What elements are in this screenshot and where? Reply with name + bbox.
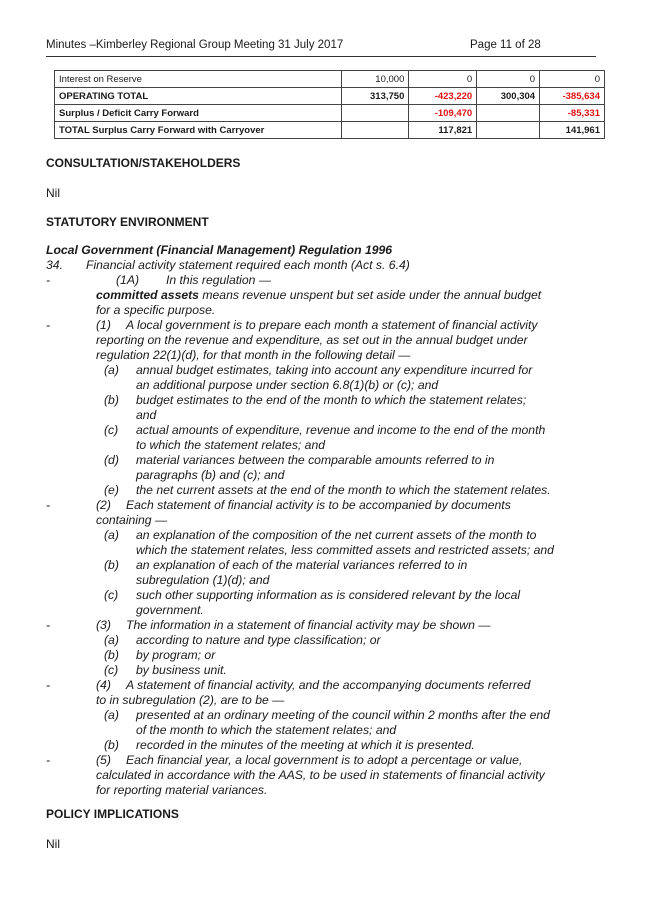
- item-text: paragraphs (b) and (c); and: [136, 468, 285, 482]
- item-text: actual amounts of expenditure, revenue and income to the end of the month: [136, 423, 546, 437]
- policy-body: Nil: [46, 837, 60, 851]
- cell-value: [341, 122, 409, 139]
- subreg-4-text: A statement of financial activity, and the accompanying documents referred: [126, 678, 531, 692]
- subreg-1-text: reporting on the revenue and expenditure, as set out in the annual budget under: [96, 333, 528, 347]
- item-text: such other supporting information as is considered relevant by the local: [136, 588, 521, 602]
- subreg-4-label: (4): [96, 678, 111, 692]
- item-label: (a): [104, 633, 119, 647]
- dash-marker: -: [46, 618, 51, 632]
- committed-assets-term: committed assets: [96, 288, 199, 302]
- subreg-1a-text: In this regulation —: [166, 273, 272, 287]
- table-row: [55, 105, 605, 122]
- item-label: (a): [104, 708, 119, 722]
- cell-value: -423,220: [409, 88, 477, 105]
- regulation-title: Local Government (Financial Management) Regulation 1996: [46, 243, 393, 257]
- dash-marker: -: [46, 273, 51, 287]
- cell-value: 0: [409, 71, 477, 88]
- cell-value: 10,000: [341, 71, 409, 88]
- dash-marker: -: [46, 753, 51, 767]
- statutory-heading: STATUTORY ENVIRONMENT: [46, 215, 209, 229]
- item-text: an explanation of each of the material variances referred to in: [136, 558, 468, 572]
- item-label: (e): [104, 483, 119, 497]
- cell-value: 0: [540, 71, 605, 88]
- item-text: to which the statement relates; and: [136, 438, 326, 452]
- item-label: (a): [104, 528, 119, 542]
- item-label: (b): [104, 393, 119, 407]
- table-row: [55, 71, 605, 88]
- item-text: the net current assets at the end of the month to which the statement relates.: [136, 483, 551, 497]
- item-text: of the month to which the statement relates; and: [136, 723, 397, 737]
- item-label: (b): [104, 738, 119, 752]
- subreg-1-text: A local government is to prepare each month a statement of financial activity: [126, 318, 538, 332]
- item-text: an additional purpose under section 6.8(1)(b) or (c); and: [136, 378, 439, 392]
- financial-table: [54, 70, 605, 139]
- subreg-2-text: Each statement of financial activity is to be accompanied by documents: [126, 498, 511, 512]
- item-text: recorded in the minutes of the meeting at which it is presented.: [136, 738, 475, 752]
- item-text: which the statement relates, less committed assets and restricted assets; and: [136, 543, 554, 557]
- item-label: (c): [104, 423, 119, 437]
- header-title: Minutes –Kimberley Regional Group Meeting 31 July 2017: [46, 39, 344, 51]
- subreg-1-text: regulation 22(1)(d), for that month in the following detail —: [96, 348, 411, 362]
- item-label: (b): [104, 558, 119, 572]
- row-label: Surplus / Deficit Carry Forward: [55, 105, 342, 122]
- dash-marker: -: [46, 678, 51, 692]
- consultation-heading: CONSULTATION/STAKEHOLDERS: [46, 156, 241, 170]
- item-text: by program; or: [136, 648, 216, 662]
- item-label: (d): [104, 453, 119, 467]
- item-label: (c): [104, 588, 119, 602]
- page-header: [46, 38, 596, 57]
- row-label: Interest on Reserve: [55, 71, 342, 88]
- item-text: presented at an ordinary meeting of the council within 2 months after the end: [136, 708, 550, 722]
- cell-value: [341, 105, 409, 122]
- item-text: material variances between the comparable amounts referred to in: [136, 453, 495, 467]
- subreg-4-text: to in subregulation (2), are to be —: [96, 693, 285, 707]
- subreg-1-label: (1): [96, 318, 111, 332]
- item-text: an explanation of the composition of the net current assets of the month to: [136, 528, 537, 542]
- table-row: [55, 88, 605, 105]
- subreg-3-text: The information in a statement of financial activity may be shown —: [126, 618, 491, 632]
- cell-value: 313,750: [341, 88, 409, 105]
- subreg-5-text: Each financial year, a local government is to adopt a percentage or value,: [126, 753, 523, 767]
- item-text: annual budget estimates, taking into account any expenditure incurred for: [136, 363, 533, 377]
- subreg-2-text: containing —: [96, 513, 168, 527]
- dash-marker: -: [46, 498, 51, 512]
- cell-value: 117,821: [409, 122, 477, 139]
- cell-value: -385,634: [540, 88, 605, 105]
- cell-value: -109,470: [409, 105, 477, 122]
- cell-value: 0: [477, 71, 540, 88]
- item-label: (c): [104, 663, 119, 677]
- item-text: by business unit.: [136, 663, 227, 677]
- cell-value: 141,961: [540, 122, 605, 139]
- regulation-heading: Financial activity statement required each month (Act s. 6.4): [86, 258, 410, 272]
- item-text: subregulation (1)(d); and: [136, 573, 270, 587]
- cell-value: 300,304: [477, 88, 540, 105]
- row-label: TOTAL Surplus Carry Forward with Carryover: [55, 122, 342, 139]
- item-text: government.: [136, 603, 204, 617]
- cell-value: [477, 105, 540, 122]
- table-row: [55, 122, 605, 139]
- cell-value: -85,331: [540, 105, 605, 122]
- cell-value: [477, 122, 540, 139]
- subreg-5-text: for reporting material variances.: [96, 783, 268, 797]
- row-label: OPERATING TOTAL: [55, 88, 342, 105]
- consultation-body: Nil: [46, 186, 60, 200]
- regulation-number: 34.: [46, 258, 63, 272]
- dash-marker: -: [46, 318, 51, 332]
- committed-assets-def: means revenue unspent but set aside under the annual budget: [198, 288, 542, 302]
- subreg-5-text: calculated in accordance with the AAS, to be used in statements of financial activity: [96, 768, 545, 782]
- item-text: and: [136, 408, 157, 422]
- page-number: Page 11 of 28: [470, 39, 541, 51]
- subreg-1a-label: (1A): [116, 273, 140, 287]
- committed-assets-def-cont: for a specific purpose.: [96, 303, 216, 317]
- subreg-3-label: (3): [96, 618, 111, 632]
- item-label: (b): [104, 648, 119, 662]
- subreg-2-label: (2): [96, 498, 111, 512]
- item-text: according to nature and type classification; or: [136, 633, 381, 647]
- policy-heading: POLICY IMPLICATIONS: [46, 807, 179, 821]
- item-label: (a): [104, 363, 119, 377]
- item-text: budget estimates to the end of the month to which the statement relates;: [136, 393, 527, 407]
- subreg-5-label: (5): [96, 753, 111, 767]
